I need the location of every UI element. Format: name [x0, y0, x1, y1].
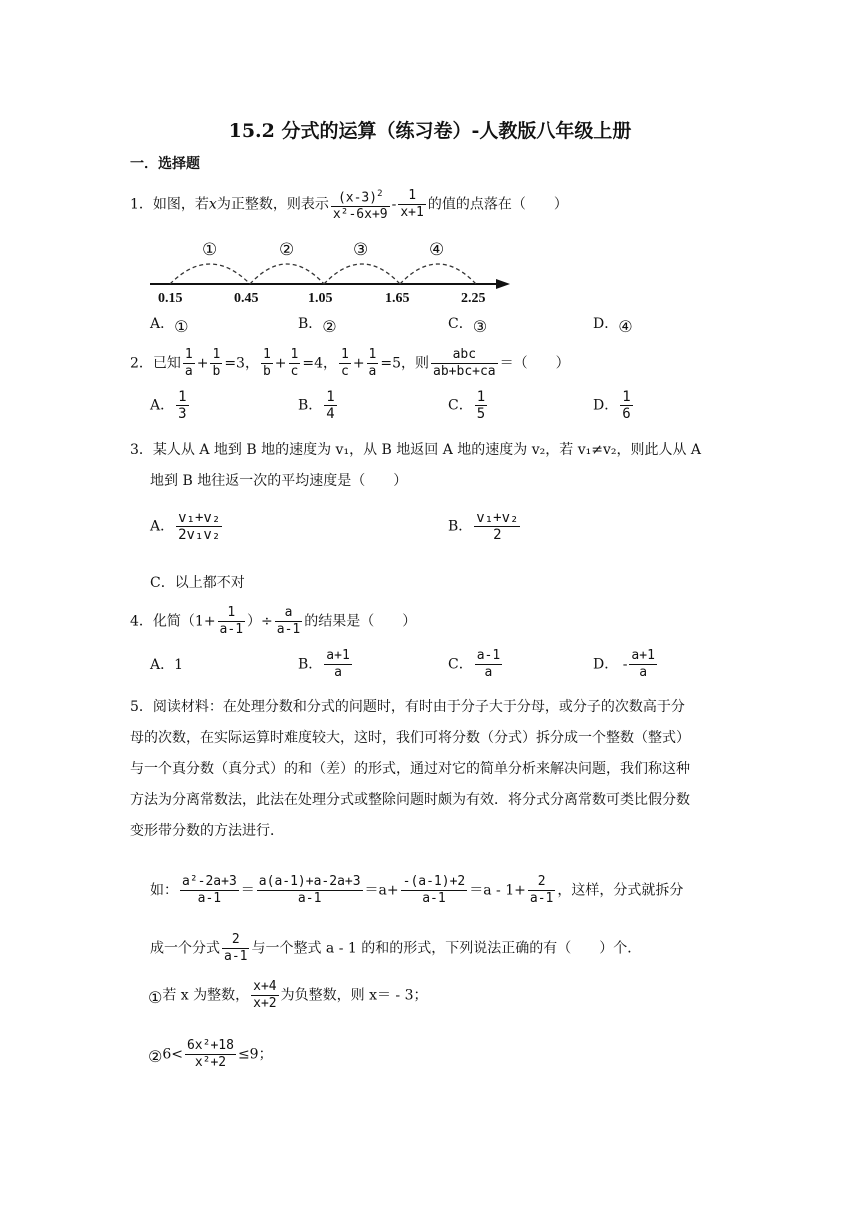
- q4-prefix: 4．化简（1+: [130, 613, 216, 630]
- q1-frac2-num: 1: [398, 188, 425, 205]
- q4-d-sign: -: [622, 656, 628, 673]
- q5-ex-f4-den: a-1: [529, 891, 554, 906]
- q4-c-num: a-1: [476, 648, 501, 663]
- q2-var: c: [290, 364, 299, 379]
- q1-option-b[interactable]: [298, 314, 337, 334]
- q5-item1-pre: 若 x 为整数，: [162, 987, 250, 1004]
- q5-line-1: 5．阅读材料：在处理分数和分式的问题时，有时由于分子大于分母，或分子的次数高于分: [130, 699, 685, 715]
- q1-option-d-label: D．: [593, 316, 619, 332]
- q2-frac-3b: $\frac{1}{a}$: [368, 347, 377, 379]
- q5-item2-num: 6x²+18: [186, 1038, 234, 1053]
- q5-line-4: 方法为分离常数法，此法在处理分式或整除问题时颇为有效．将分式分离常数可类比假分数: [130, 792, 690, 808]
- q1-option-c[interactable]: [448, 314, 487, 334]
- q5-item2-mark: ②: [148, 1047, 163, 1066]
- q1-option-b-mark: ②: [322, 316, 337, 336]
- q4-b-num: a+1: [326, 648, 350, 663]
- q2-option-label: C．: [448, 397, 473, 414]
- q2-frac-2b: $\frac{1}{c}$: [290, 347, 299, 379]
- q2-frac-1a: $\frac{1}{a}$: [184, 347, 193, 379]
- q5-item1-den: x+2: [253, 996, 277, 1011]
- q2-option-b[interactable]: [298, 389, 339, 422]
- q3-option-a-label: A．: [150, 518, 175, 535]
- q2-option-b-frac: $\frac{1}{4}$: [326, 389, 335, 422]
- q5-item2-suf: ≤9；: [237, 1046, 273, 1063]
- q5-item1-mark: ①: [148, 988, 163, 1007]
- q5-ex-f2-den: a-1: [297, 891, 322, 906]
- q1-option-d[interactable]: [593, 314, 633, 334]
- q4-d-den: a: [639, 665, 648, 680]
- q4-option-b-frac: [324, 648, 351, 681]
- arc-4: [400, 264, 476, 284]
- q2-target-fraction: [431, 347, 498, 380]
- q4-f2-den: a-1: [276, 622, 301, 637]
- q1-fraction-1: [331, 186, 390, 223]
- q4-frac-1: [218, 605, 245, 638]
- q4-frac-2: [275, 605, 302, 638]
- q4-option-c-label: C．: [448, 656, 473, 673]
- tick-label-3: 1.65: [385, 291, 410, 306]
- q3-b-num: v₁+v₂: [476, 510, 519, 526]
- q2-option-den: 4: [326, 406, 335, 422]
- q2-prefix: 2．已知: [130, 355, 181, 372]
- q2-var: a: [184, 364, 193, 379]
- number-line-arrow: [496, 279, 510, 289]
- question-1: [130, 186, 568, 223]
- q3-a-den: 2v₁v₂: [178, 527, 221, 543]
- q2-option-label: A．: [150, 397, 175, 414]
- q4-f2-num: a: [275, 605, 302, 622]
- arc-label-4: ④: [429, 240, 445, 260]
- q2-suffix: ＝（ ）: [499, 355, 570, 372]
- tick-label-2: 1.05: [308, 291, 333, 306]
- q5-ex-suffix: ，这样，分式就拆分: [557, 882, 684, 899]
- q4-option-b[interactable]: [298, 648, 354, 681]
- q3-option-b[interactable]: [448, 510, 522, 543]
- q3-option-b-frac: [474, 510, 520, 543]
- q2-frac-2a: $\frac{1}{b}$: [262, 347, 271, 379]
- q3-b-den: 2: [493, 527, 502, 543]
- arc-label-1: ①: [202, 240, 218, 260]
- q4-d-num: a+1: [631, 648, 655, 663]
- q3-option-a-frac: [176, 510, 222, 543]
- q5-ex-f4-num: 2: [528, 874, 555, 891]
- q1-frac2-den: x+1: [400, 205, 424, 221]
- q5-item1-num: x+4: [253, 979, 277, 994]
- q4-option-b-label: B．: [298, 656, 323, 673]
- q5-item1-suf: 为负整数，则 x＝ - 3；: [280, 987, 428, 1004]
- q5-ex-frac-3: [401, 874, 468, 907]
- q5-ex-f1-num: a²-2a+3: [182, 874, 237, 889]
- q2-option-den: 6: [622, 406, 631, 422]
- q5-ex-prefix: 如：: [150, 882, 178, 899]
- q5-split-den: a-1: [224, 949, 248, 964]
- q2-var: b: [262, 364, 271, 379]
- q2-var: a: [368, 364, 377, 379]
- q4-suffix: 的结果是（ ）: [304, 613, 417, 630]
- q3-option-b-label: B．: [448, 518, 473, 535]
- arc-1: [170, 264, 250, 284]
- q4-option-c[interactable]: [448, 648, 504, 681]
- q2-var: c: [340, 364, 349, 379]
- q5-ex-eq3: ＝a - 1+: [469, 882, 526, 899]
- question-3-line-2: 地到 B 地往返一次的平均速度是（ ）: [150, 473, 408, 489]
- q2-var: b: [212, 364, 221, 379]
- q4-f1-den: a-1: [219, 622, 244, 637]
- q1-minus: -: [391, 196, 397, 213]
- q3-option-c[interactable]: C．以上都不对: [150, 575, 245, 591]
- q5-ex-frac-2: [257, 874, 363, 907]
- q5-ex-f1-den: a-1: [197, 891, 222, 906]
- q4-option-a[interactable]: A．1: [150, 657, 184, 673]
- q5-split-suffix: 与一个整式 a - 1 的和的形式，下列说法正确的有（ ）个．: [251, 940, 642, 957]
- q4-mid: ）÷: [247, 613, 273, 630]
- q4-option-d[interactable]: [593, 648, 659, 681]
- q2-option-d[interactable]: [593, 389, 635, 422]
- q2-option-den: 5: [476, 406, 486, 422]
- q3-a-num: v₁+v₂: [178, 510, 221, 526]
- q2-frac-3a: $\frac{1}{c}$: [340, 347, 349, 379]
- q2-frac-1b: $\frac{1}{b}$: [212, 347, 221, 379]
- q2-option-label: D．: [593, 397, 619, 414]
- q1-option-d-mark: ④: [618, 316, 633, 336]
- q5-ex-eq2: ＝a+: [364, 882, 399, 899]
- question-2: 2．已知 $\frac{1}{a}$ + $\frac{1}{b}$ =3， $\frac{1}{b}$ + $\frac{1}{c}$ =4， $\frac{1}{c}$ + $\frac{1}{a}$ =5，则 $\frac{\text{abc}}{ab+bc+ca}$ ＝（ ）: [130, 347, 570, 379]
- q2-option-d-frac: $\frac{1}{6}$: [622, 389, 631, 422]
- q5-split-frac: [222, 932, 249, 965]
- q1-option-a-label: A．: [150, 316, 175, 332]
- q4-b-den: a: [334, 665, 342, 680]
- q1-var-x: x: [208, 196, 217, 213]
- q1-mid: 为正整数，则表示: [216, 196, 329, 213]
- q1-frac1-den: x²-6x+9: [332, 207, 388, 223]
- arc-label-3: ③: [353, 240, 369, 260]
- q4-option-d-frac: [629, 648, 656, 681]
- q1-option-b-label: B．: [298, 316, 323, 332]
- q5-ex-frac-4: [528, 874, 555, 907]
- q2-option-c[interactable]: [448, 389, 489, 422]
- q2-eq1: =3，: [224, 355, 259, 372]
- q5-line-2: 母的次数，在实际运算时难度较大，这时，我们可将分数（分式）拆分成一个整数（整式）: [130, 730, 690, 746]
- question-3-line-1: 3．某人从 A 地到 B 地的速度为 v₁，从 B 地返回 A 地的速度为 v₂，若 v₁≠v₂，则此人从 A: [130, 442, 702, 458]
- q2-target-den: ab+bc+ca: [433, 364, 496, 379]
- q5-item2-den: x²+2: [194, 1055, 227, 1070]
- q1-fraction-2: [398, 188, 425, 221]
- q5-ex-f3-den: a-1: [422, 891, 446, 906]
- question-4: [130, 605, 416, 638]
- q2-option-label: B．: [298, 397, 323, 414]
- q5-line-5: 变形带分数的方法进行．: [130, 823, 284, 839]
- arc-label-2: ②: [279, 240, 295, 260]
- q1-option-a-mark: ①: [174, 316, 189, 336]
- tick-label-4: 2.25: [461, 291, 486, 306]
- q2-eq2: =4，: [302, 355, 337, 372]
- q2-option-a[interactable]: [150, 389, 191, 422]
- q5-item1-frac: [251, 979, 278, 1012]
- q1-prefix: 1．如图，若: [130, 196, 209, 213]
- q4-c-den: a: [484, 665, 493, 680]
- q3-option-a[interactable]: [150, 510, 224, 543]
- q1-suffix: 的值的点落在（ ）: [427, 196, 568, 213]
- q4-option-d-label: D．: [593, 656, 619, 673]
- q1-frac1-num: (x-3): [337, 190, 378, 206]
- q5-ex-eq1: ＝: [240, 882, 255, 899]
- arc-2: [250, 264, 324, 284]
- q5-split-num: 2: [222, 932, 249, 949]
- q1-option-a[interactable]: [150, 314, 188, 334]
- q5-item2-pre: 6<: [162, 1046, 183, 1063]
- q2-eq3: =5，则: [380, 355, 430, 372]
- q5-ex-f2-num: a(a-1)+a-2a+3: [258, 874, 361, 889]
- q1-option-c-mark: ③: [472, 316, 488, 336]
- q1-frac1-sup: 2: [377, 189, 383, 199]
- q5-example: [150, 874, 683, 907]
- q5-line-3: 与一个真分数（真分式）的和（差）的形式，通过对它的简单分析来解决问题，我们称这种: [130, 761, 690, 777]
- arc-3: [324, 264, 400, 284]
- q5-ex-f3-num: -(a-1)+2: [402, 874, 466, 889]
- q4-option-c-frac: [475, 648, 502, 681]
- q4-f1-num: 1: [218, 605, 245, 622]
- q2-target-num: abc: [431, 347, 498, 364]
- q2-option-den: 3: [178, 406, 187, 422]
- q5-split-line: [150, 932, 641, 965]
- section-heading: 一．选择题: [130, 156, 200, 172]
- q1-option-c-label: C．: [448, 316, 473, 332]
- q5-split-prefix: 成一个分式: [150, 940, 220, 957]
- page-title: 15.2 分式的运算（练习卷）-人教版八年级上册: [228, 120, 632, 142]
- q5-statement-1: [148, 979, 428, 1012]
- tick-label-1: 0.45: [234, 291, 259, 306]
- q5-item2-frac: [185, 1038, 236, 1071]
- q5-ex-frac-1: [180, 874, 239, 907]
- q2-option-a-frac: $\frac{1}{3}$: [178, 389, 187, 422]
- tick-label-0: 0.15: [158, 291, 183, 306]
- q5-statement-2: [148, 1038, 273, 1071]
- q2-option-c-frac: $\frac{1}{5}$: [476, 389, 486, 422]
